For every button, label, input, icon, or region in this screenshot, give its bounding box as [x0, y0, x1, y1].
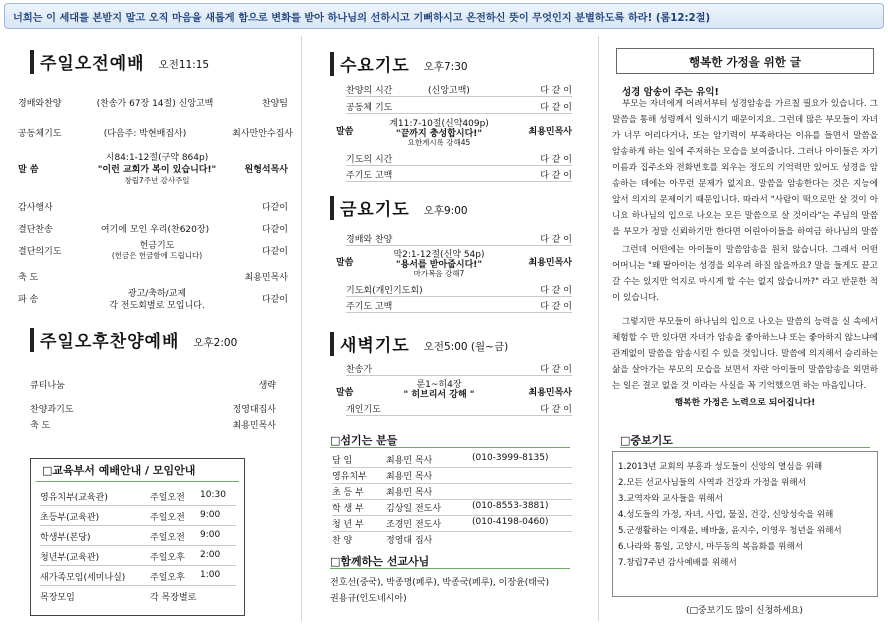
row-leader: 정영대집사 [232, 405, 276, 415]
scripture-banner [4, 3, 884, 29]
row-divider [346, 375, 572, 376]
education-time: 9:00 [200, 510, 221, 520]
row-leader: 원형석목사 [244, 165, 288, 175]
wednesday-header [330, 52, 468, 76]
row-label: 축 도 [30, 421, 51, 431]
education-row [40, 570, 240, 583]
servant-dept: 찬 양 [332, 536, 353, 546]
education-day: 주일오후 [150, 553, 185, 563]
row-leader: 다 같 이 [540, 302, 572, 312]
prayer-underline [620, 447, 870, 448]
friday-time: 오후9:00 [423, 205, 468, 217]
education-dept: 영유치부(교육관) [40, 493, 108, 503]
servant-name: 최용민 목사 [386, 456, 433, 466]
service-row [30, 402, 276, 415]
wednesday-title: 수요기도 [340, 56, 410, 76]
education-time: 2:00 [200, 550, 221, 560]
row-leader: 다 같 이 [540, 286, 572, 296]
servant-dept: 담 임 [332, 456, 353, 466]
row-leader: 다 같 이 [540, 155, 572, 165]
row-leader: 다 같 이 [540, 235, 572, 245]
row-detail [428, 299, 524, 312]
service-row [18, 270, 288, 283]
servant-dept: 초 등 부 [332, 488, 364, 498]
sunday-morning-header [30, 50, 209, 74]
friday-header [330, 196, 468, 220]
education-time: 9:00 [200, 530, 221, 540]
education-dept: 학생부(본당) [40, 533, 91, 543]
dawn-header [330, 332, 508, 356]
row-divider [346, 415, 572, 416]
row-detail [428, 402, 524, 415]
sermon-passage: 막2:1-12절(신약 54p) [393, 250, 485, 260]
missionaries-line-2: 권용규(인도네시아) [330, 594, 407, 604]
education-row-divider [40, 565, 236, 566]
prayer-footer: (□중보기도 많이 신청하세요) [686, 606, 803, 616]
servant-phone [472, 485, 572, 498]
missionaries-line-1: 전호선(중국), 박종명(페루), 박종국(페루), 이장윤(태국) [330, 578, 550, 588]
row-divider [346, 113, 572, 114]
row-label: 공동체 기도 [346, 103, 393, 113]
friday-title: 금요기도 [340, 200, 410, 220]
row-divider [346, 181, 572, 182]
education-day: 각 목장별로 [150, 593, 197, 603]
prayer-item: 4.성도들의 가정, 자녀, 사업, 물질, 건강, 신앙성숙을 위해 [618, 510, 834, 520]
sermon-note: 창립7주년 감사주일 [124, 176, 190, 185]
row-detail-note: 각 전도회별로 모입니다. [109, 301, 205, 311]
row-label: 큐티나눔 [30, 381, 65, 391]
servant-phone: (010-8553-3881) [472, 501, 549, 511]
servant-name: 최용민 목사 [386, 488, 433, 498]
service-row [18, 222, 288, 235]
prayer-item: 5.군생활하는 이재윤, 배바울, 윤지수, 이영우 청년을 위해서 [618, 526, 842, 536]
education-underline [36, 481, 239, 482]
row-label: 결단찬송 [18, 225, 53, 235]
sunday-afternoon-header [30, 328, 237, 352]
article-paragraph-1: 부모는 자녀에게 어려서부터 성경암송을 가르칠 필요가 있습니다. 그 말씀을 통해 성령께서 일하시기 때문이지요. 그런데 많은 부모들이 자녀가 너무 어리다거나, 또는 암기력이 부족하다는 이유를 들면서 말씀을 암송하게 하는 일에 주저하는 모습을 보여줍니다. 그러나 아이들은 자기 이름과 집주소와 전화번호를 외우는 정도의 기억력만 있어도 성경을 암송하는 데에는 아무런 문제가 없지요. 말씀을 암송한다는 것은 지능에 앞서 의지의 문제이기 때문입니다. 따라서 "사람이 떡으로만 살 것이 아니요 하나님의 입으로 나오는 모든 말씀으로 살 것이라"는 주님의 말씀을 부모가 정말 신뢰하기만 한다면 어린아이들을 하여금 하나님의 말씀 [612, 99, 878, 237]
row-leader: 최용민목사 [528, 127, 572, 137]
row-label: 경배와 찬양 [346, 235, 393, 245]
sunday-morning-title: 주일오전예배 [40, 54, 145, 74]
row-leader: 다 같 이 [540, 171, 572, 181]
row-label: 감사행사 [18, 203, 53, 213]
sermon-title: "용서를 받아줍시다!" [395, 260, 483, 270]
sermon-note: 요한계시록 강해45 [407, 138, 471, 147]
service-row [18, 96, 288, 109]
prayer-item: 2.모든 선교사님들의 사역과 건강과 가정을 위해서 [618, 478, 806, 488]
prayer-item: 1.2013년 교회의 부흥과 성도들이 신앙의 열심을 위해 [618, 462, 823, 472]
servant-name: 정영대 집사 [386, 536, 433, 546]
row-label: 찬양의 시간 [346, 86, 393, 96]
row-leader: 최사만안수집사 [232, 129, 293, 139]
education-row [40, 490, 240, 503]
prayer-item: 6.나라와 통일, 고양시, 마두동의 복음화를 위해서 [618, 542, 804, 552]
education-row-divider [40, 505, 236, 506]
education-time: 10:30 [200, 490, 226, 500]
row-leader: 다같이 [261, 247, 288, 257]
servant-name: 조경민 전도사 [386, 520, 442, 530]
row-label: 말씀 [336, 127, 354, 137]
service-row [346, 402, 572, 415]
sermon-passage: 시84:1-12절(구약 864p) [105, 153, 209, 163]
education-row-divider [40, 525, 236, 526]
education-dept: 새가족모임(세미나실) [40, 573, 126, 583]
row-leader: 다 같 이 [540, 405, 572, 415]
servant-row-divider [332, 531, 572, 532]
service-row [18, 200, 288, 213]
article-paragraph-3: 그렇지만 부모들이 하나님의 입으로 나오는 말씀의 능력을 실 속에서 체험할 수 만 있다면 자녀가 암송을 좋아하느냐 또는 좋아하지 않느냐에 관계없이 말씀을 암송시킬 수 있을 것입니다. 말씀에 의지해서 승리하는 삶을 살아가는 부모의 모습을 보면서 자란 아이들이 말씀암송을 외면하는 일은 결코 없을 것 이라는 사실을 꼭 기억했으면 하는 마음입니다. [612, 317, 878, 391]
servant-row-divider [332, 467, 572, 468]
service-row [18, 286, 288, 312]
servant-row [332, 485, 572, 498]
row-label: 개인기도 [346, 405, 381, 415]
servant-dept: 청 년 부 [332, 520, 364, 530]
column-divider-1 [301, 36, 302, 621]
article-title: 행복한 가정을 위한 글 [689, 55, 801, 69]
row-detail [428, 168, 524, 181]
education-row [40, 550, 240, 563]
servant-name: 김상일 전도사 [386, 504, 442, 514]
row-label: 말 씀 [18, 165, 39, 175]
servants-underline [330, 447, 570, 448]
servant-phone [472, 533, 572, 546]
education-day: 주일오전 [150, 513, 185, 523]
row-leader: 다 같 이 [540, 86, 572, 96]
wednesday-time: 오후7:30 [423, 61, 468, 73]
service-row [18, 126, 293, 139]
sunday-morning-time: 오전11:15 [158, 59, 210, 71]
servant-dept: 학 생 부 [332, 504, 364, 514]
servant-row [332, 469, 572, 482]
education-day: 주일오전 [150, 493, 185, 503]
article-paragraph-2: 그런데 어떤에는 아이들이 말씀암송을 원치 않습니다. 그래서 어떤 어머니는 "왜 딸아이는 성경을 외우려 하질 않을까요? 말을 들게도 끝고 갈 수는 있지만 억지로 마시게 할 수는 없지 않습니까?" 라고 반문한 적이 있습니다. [612, 245, 878, 303]
education-dept: 청년부(교육관) [40, 553, 100, 563]
education-day: 주일오후 [150, 573, 185, 583]
row-divider [346, 296, 572, 297]
servant-phone: (010-3999-8135) [472, 453, 549, 463]
servant-row [332, 501, 572, 514]
row-detail [428, 100, 524, 113]
education-row [40, 590, 240, 603]
row-label: 파 송 [18, 295, 39, 305]
row-label: 주기도 고백 [346, 302, 393, 312]
row-label: 주기도 고백 [346, 171, 393, 181]
missionaries-title: □함께하는 선교사님 [330, 555, 430, 568]
row-detail: (찬송가 67장 14절) 신앙고백 [96, 99, 214, 109]
servant-row-divider [332, 515, 572, 516]
article-closing: 행복한 가정은 노력으로 되어집니다! [674, 398, 816, 408]
service-row-sermon [18, 150, 288, 192]
row-label: 축 도 [18, 273, 39, 283]
sermon-title: " 히브리서 강해 " [403, 390, 475, 400]
servant-row-divider [332, 499, 572, 500]
prayer-item: 3.교역자와 교사들을 위해서 [618, 494, 723, 504]
education-row-divider [40, 585, 236, 586]
row-leader: 다같이 [261, 203, 288, 213]
row-label: 공동체기도 [18, 129, 62, 139]
service-row [18, 238, 288, 264]
row-label: 기도의 시간 [346, 155, 393, 165]
row-divider [346, 312, 572, 313]
service-row [346, 299, 572, 312]
row-detail: (신앙고백) [428, 86, 470, 96]
service-row [346, 283, 572, 296]
education-dept: 초등부(교육관) [40, 513, 100, 523]
row-leader: 생략 [258, 381, 276, 391]
row-leader: 다같이 [261, 225, 288, 235]
row-divider [346, 165, 572, 166]
row-detail [428, 283, 524, 296]
missionaries-underline [330, 568, 570, 569]
column-divider-2 [598, 36, 599, 621]
row-detail [428, 152, 524, 165]
servant-row [332, 517, 572, 530]
row-detail: 여기에 모인 우리(찬620장) [100, 225, 210, 235]
row-leader: 최용민목사 [528, 258, 572, 268]
education-dept: 목장모임 [40, 593, 75, 603]
service-row [346, 232, 572, 245]
servant-dept: 영유치부 [332, 472, 367, 482]
row-label: 찬송가 [346, 365, 373, 375]
education-time [200, 590, 240, 603]
education-row-divider [40, 545, 236, 546]
row-divider [346, 96, 572, 97]
row-label: 경배와찬양 [18, 99, 62, 109]
row-label: 결단의기도 [18, 247, 62, 257]
servant-phone [472, 469, 572, 482]
row-detail-note: (헌금은 헌금함에 드립니다) [111, 251, 203, 260]
sermon-title: "이런 교회가 복이 있습니다!" [97, 165, 217, 175]
row-detail: (다음주: 박현배집사) [103, 129, 187, 139]
sunday-afternoon-time: 오후2:00 [193, 337, 238, 349]
service-row-sermon [336, 116, 572, 146]
service-row [30, 378, 276, 391]
service-row [30, 418, 276, 431]
service-row [346, 152, 572, 165]
row-leader: 최용민목사 [244, 273, 288, 283]
sermon-title: "끝까지 충성합시다!" [395, 129, 483, 139]
row-leader: 최용민목사 [528, 388, 572, 398]
sermon-passage: 계11:7-10절(신약409p) [389, 119, 489, 129]
row-label: 찬양과기도 [30, 405, 74, 415]
row-leader: 최용민목사 [232, 421, 276, 431]
row-detail: 광고/축하/교제 [127, 289, 187, 299]
row-leader: 다같이 [261, 295, 288, 305]
dawn-title: 새벽기도 [340, 336, 410, 356]
scripture-banner-text: 너희는 이 세대를 본받지 말고 오직 마음을 새롭게 함으로 변화를 받아 하나님의 선하시고 기뻐하시고 온전하신 뜻이 무엇인지 분별하도록 하라! (롬12:2절) [13, 12, 711, 24]
row-label: 말씀 [336, 258, 354, 268]
row-detail [428, 232, 524, 245]
row-detail: 헌금기도 [139, 241, 175, 251]
sermon-note: 마가복음 강해7 [413, 269, 465, 278]
sunday-afternoon-title: 주일오후찬양예배 [40, 332, 180, 352]
education-row [40, 510, 240, 523]
service-row [346, 168, 572, 181]
servant-phone: (010-4198-0460) [472, 517, 549, 527]
row-detail [428, 362, 524, 375]
row-divider [346, 245, 572, 246]
sermon-passage: 룬1~히4장 [416, 380, 462, 390]
servant-row [332, 453, 572, 466]
education-time: 1:00 [200, 570, 221, 580]
service-row [346, 83, 572, 96]
service-row [346, 362, 572, 375]
row-leader: 찬양팀 [261, 99, 288, 109]
service-row [346, 100, 572, 113]
servant-name: 최용민 목사 [386, 472, 433, 482]
row-detail [80, 270, 230, 283]
dawn-time: 오전5:00 (월~금) [423, 341, 509, 353]
education-row [40, 530, 240, 543]
row-leader: 다 같 이 [540, 103, 572, 113]
prayer-title: □중보기도 [620, 434, 673, 447]
row-label: 말씀 [336, 388, 354, 398]
servant-row [332, 533, 572, 546]
servants-title: □섬기는 분들 [330, 434, 398, 447]
education-title: □교육부서 예배안내 / 모임안내 [42, 464, 196, 477]
prayer-item: 7.창립7주년 감사예배를 위해서 [618, 558, 737, 568]
row-label: 기도회(개인기도회) [346, 286, 423, 296]
row-detail [80, 200, 230, 213]
row-leader: 다 같 이 [540, 365, 572, 375]
service-row-sermon [336, 247, 572, 277]
article-subtitle: 성경 암송이 주는 유익! [622, 87, 719, 98]
servant-row-divider [332, 483, 572, 484]
education-day: 주일오전 [150, 533, 185, 543]
